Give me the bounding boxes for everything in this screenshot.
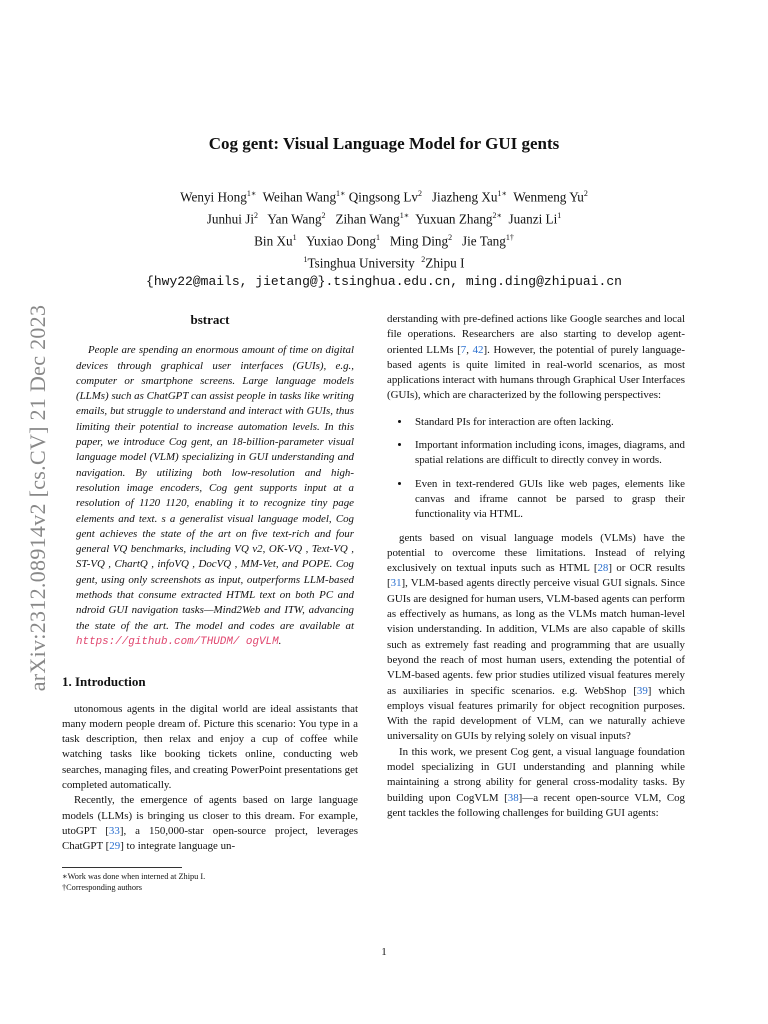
affiliations: $^1$Tsinghua University $^2$Zhipu I <box>303 254 465 271</box>
paper-title: Cog gent: Visual Language Model for GUI gents <box>208 134 560 153</box>
code-link[interactable]: https://github.com/THUDM/ ogVLM <box>76 635 279 648</box>
abstract-text: People are spending an enormous amount of time on digital devices through graphical user interfaces (GUIs), e.g., computer or smartphone screens. Large language models (LLMs) such as ChatGPT can assist people in tasks like writing emails, but struggle to understand and interact with GUIs, thus limiting their potential to increase automation levels. In this paper, we introduce Cog gent, an 18-billion-parameter visual language model (VLM) specializing in GUI understanding and navigation. By utilizing both low-resolution and high-resolution image encoders, Cog gent supports input at a resolution of 1120 1120, enabling it to recognize tiny page elements and text. s a generalist visual language model, Cog gent achieves the state of the art on five text-rich and four general VQ benchmarks, including VQ v2, OK-VQ , Text-VQ , ST-VQ , ChartQ , infoVQ , DocVQ , MM-Vet, and POPE. Cog gent, using only screenshots as input, outperforms LLM-based methods that consume extracted HTML text on both PC and ndroid GUI navigation tasks—Mind2Web and ITW, advancing the state of the art. The model and codes are available at https://github.com/THUDM/ ogVLM. <box>76 344 354 648</box>
citation-link[interactable]: 29 <box>109 840 121 853</box>
right-paragraph-3: In this work, we present Cog gent, a visual language foundation model specializing in GUI understanding and planning while maintaining a strong ability for general cross-modality tasks. By building upon CogVLM [38]—a recent open-source VLM, Cog gent tackles the following challenges for building GUI agents: <box>387 745 685 819</box>
footnote-1: ∗Work was done when interned at Zhipu I. <box>62 871 206 881</box>
intro-paragraph-2: Recently, the emergence of agents based on large language models (LLMs) is bringing us closer to this dream. For example, utoGPT [33], a 150,000-star open-source project, leverages ChatGPT [29] to integrate language un- <box>62 794 358 853</box>
citation-link[interactable]: 31 <box>390 577 402 590</box>
arxiv-stamp: arXiv:2312.08914v2 [cs.CV] 21 Dec 2023 <box>25 304 50 692</box>
author-line-3: Bin Xu$^1$ Yuxiao Dong$^1$ Ming Ding$^2$ Jie Tang$^{1\dagger}$ <box>254 232 514 249</box>
abstract-heading: bstract <box>190 312 230 327</box>
author-emails: {hwy22@mails, jietang@}.tsinghua.edu.cn, ming.ding@zhipuai.cn <box>146 273 622 289</box>
footnote-2: †Corresponding authors <box>62 882 142 892</box>
footnote-rule <box>62 867 182 868</box>
author-line-1: Wenyi Hong$^{1∗}$ Weihan Wang$^{1∗}$ Qingsong Lv$^2$ Jiazheng $Xu^{1∗}$ Wenmeng Yu$^2$ <box>180 189 588 205</box>
citation-link[interactable]: 42 <box>472 343 484 356</box>
citation-link[interactable]: 33 <box>108 824 120 837</box>
author-line-2: Junhui Ji$^2$ Yan Wang$^2$ Zihan Wang$^{1∗}$ Yuxuan Zhang$^{2∗}$ Juanzi Li$^1$ <box>206 210 562 227</box>
right-paragraph-1: derstanding with pre-defined actions like Google searches and local file operations. Researchers are also starting to develop agent-oriented LLMs [7, 42]. However, the potential of purely language-based agents is quite limited in real-world scenarios, as most applications interact with humans through Graphical User Interfaces (GUIs), which are characterized by the following perspectives: <box>387 313 685 402</box>
perspective-list <box>387 415 685 523</box>
citation-link[interactable]: 38 <box>507 791 519 804</box>
right-column <box>387 312 685 821</box>
list-item: • Standard PIs for interaction are often lacking. <box>411 415 685 430</box>
right-paragraph-2: gents based on visual language models (VLMs) have the potential to overcome these limitations. Instead of relying exclusively on textual inputs such as HTML [28] or OCR results [31], VLM-based agents directly perceive visual GUI signals. Since GUIs are designed for human users, VLM-based agents can perform as effectively as humans, as long as the VLMs match human-level vision understanding. In addition, VLMs are also capable of skills such as extremely fast reading and programming that are usually beyond the reach of most human users, extending the potential of VLM-based agents. few prior studies utilized visual features merely as auxiliaries in specific scenarios. e.g. WebShop [39] which employs visual features primarily for object recognition purposes. With the rapid development of VLM, can we naturally achieve universality on GUIs by relying solely on visual inputs? <box>387 531 685 743</box>
left-column <box>62 312 358 893</box>
citation-link[interactable]: 28 <box>597 562 609 575</box>
list-item: • Even in text-rendered GUIs like web pages, elements like canvas and iframe cannot be parsed to grasp their functionality via HTML. <box>411 477 685 523</box>
author-block <box>0 185 768 291</box>
list-item: • Important information including icons, images, diagrams, and spatial relations are difficult to directly convey in words. <box>411 438 685 469</box>
citation-link[interactable]: 39 <box>636 684 648 697</box>
citation-link[interactable]: 7 <box>460 343 467 356</box>
page-number: 1 <box>381 946 387 958</box>
intro-paragraph-1: utonomous agents in the digital world are ideal assistants that many modern people dream of. Picture this scenario: You type in a task description, then relax and enjoy a cup of coffee while watching tasks like booking tickets online, conducting web searches, managing files, and creating PowerPoint presentations get completed automatically. <box>62 702 358 792</box>
intro-heading: 1. Introduction <box>62 674 146 690</box>
